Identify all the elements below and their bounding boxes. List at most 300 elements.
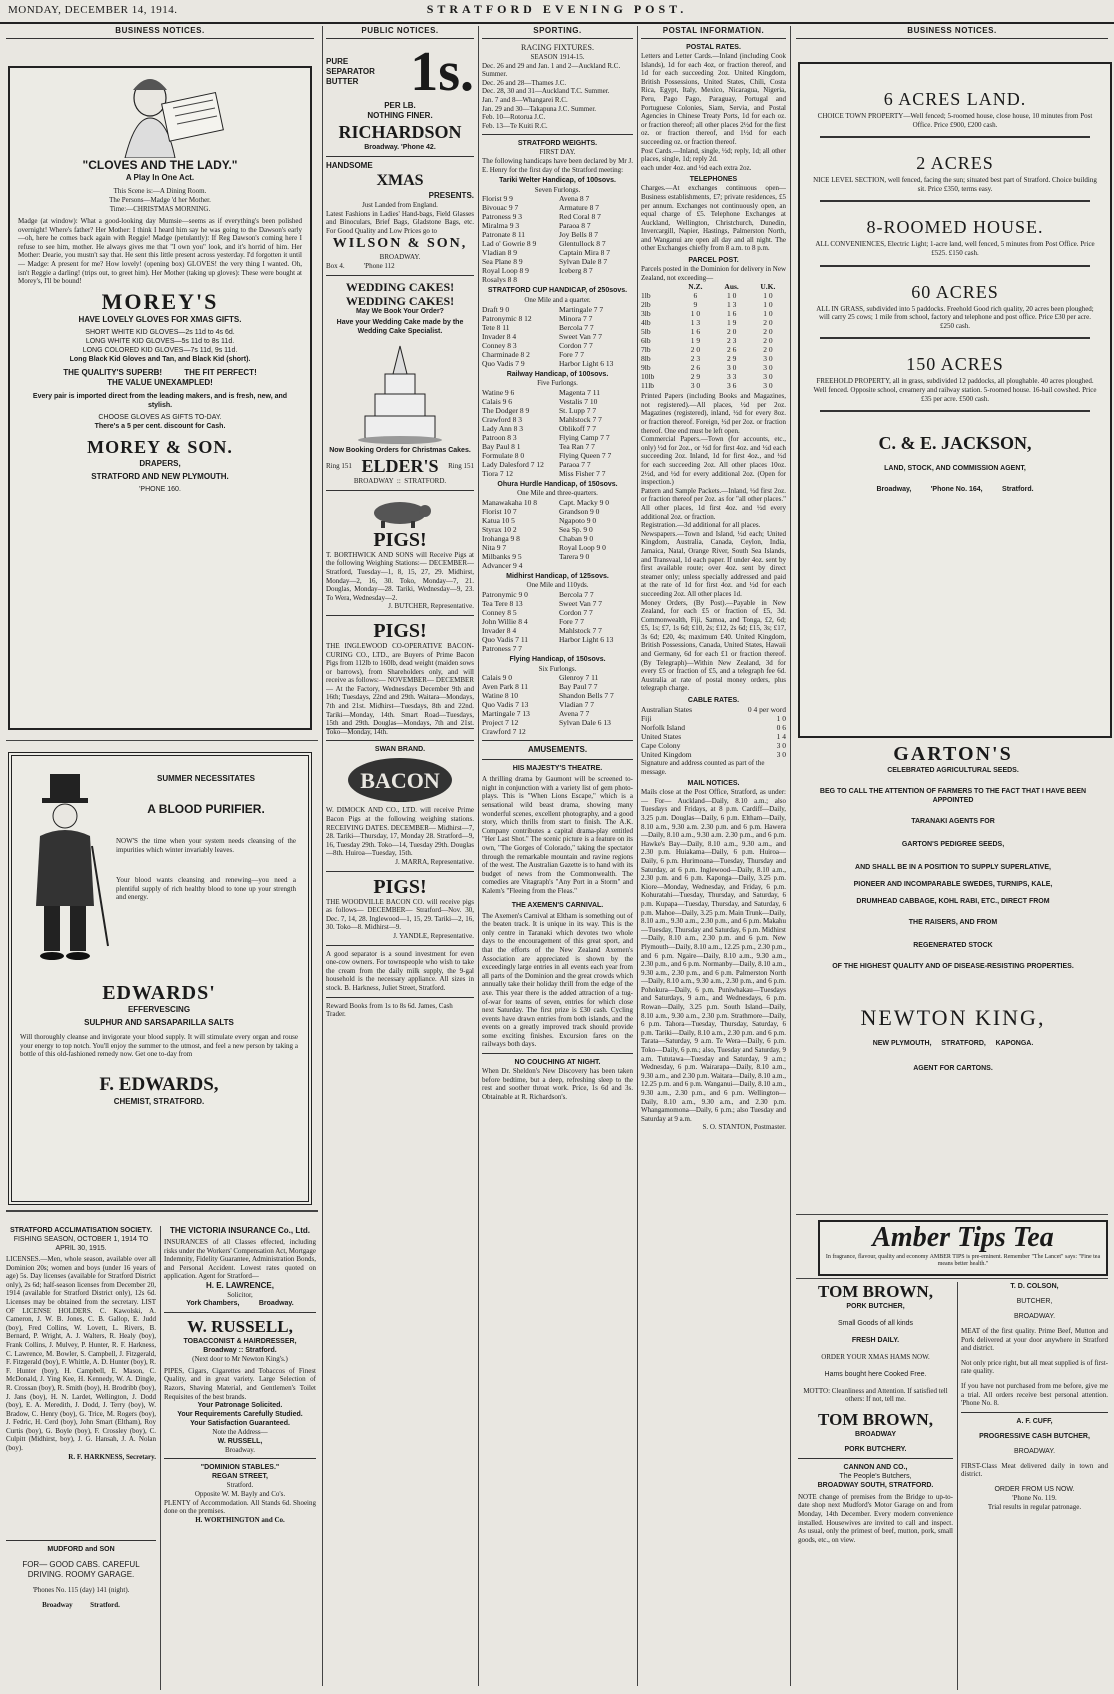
column-rule: [957, 1282, 958, 1690]
handicap-row: [482, 599, 633, 608]
handicap-entry: Paraoa 7 7: [559, 459, 591, 469]
acclimatisation-title: STRATFORD ACCLIMATISATION SOCIETY.: [9, 1227, 153, 1234]
gloves-persons: The Persons—Madge 'd her Mother.: [109, 196, 211, 204]
couching-heading: NO COUCHING AT NIGHT.: [514, 1059, 601, 1067]
reward-books-line: Reward Books from 1s to 8s 6d. James, Cash Trader.: [326, 1001, 453, 1019]
garton-drumhead: DRUMHEAD CABBAGE, KOHL RABI, ETC., DIRECT FROM: [856, 898, 1050, 905]
handicap-entry: Sea Sp. 9 0: [559, 524, 593, 534]
handicap-row: [482, 608, 633, 617]
parcel-cell: 2 6: [690, 363, 701, 373]
handicap-entry: Patronate 8 11: [482, 230, 526, 240]
morey-phone: 'PHONE 160.: [139, 485, 181, 493]
garton-raisers: THE RAISERS, AND FROM: [908, 919, 998, 926]
mail-notices-heading: MAIL NOTICES.: [687, 780, 740, 788]
handicap-row: [482, 718, 633, 727]
handicap-entry: Cordon 7 7: [559, 340, 593, 350]
parcel-cell: 1lb: [641, 291, 651, 301]
cup-distance: One Mile and a quarter.: [524, 295, 591, 304]
handicap-entry: Bivouac 9 7: [482, 203, 519, 213]
handicap-row: [482, 194, 633, 203]
elder-address: BROADWAY :: STRATFORD.: [353, 477, 447, 486]
handicap-entry: Harbor Light 6 13: [559, 635, 614, 645]
handicap-row: [482, 388, 633, 397]
handicap-entry: Styrax 10 2: [482, 524, 517, 534]
handicap-entry: Draft 9 0: [482, 304, 510, 314]
cable-row: [641, 750, 786, 759]
handicap-entry: Patroness 7 7: [482, 644, 522, 654]
cannon-address: BROADWAY SOUTH, STRATFORD.: [817, 1481, 934, 1489]
postmaster-signature: S. O. STANTON, Postmaster.: [702, 1123, 786, 1132]
lawrence-name: H. E. LAWRENCE,: [205, 1280, 274, 1290]
richardson-name: RICHARDSON: [338, 122, 462, 142]
bacon-pig-logo: [340, 754, 460, 806]
cable-cell: Australian States: [641, 705, 693, 715]
morey-son-name: MOREY & SON.: [87, 436, 233, 457]
racing-fixtures-list: [482, 62, 633, 131]
pigs-woodville-signature: J. YANDLE, Representative.: [393, 931, 474, 940]
handicap-entry: Minora 7 7: [559, 313, 593, 323]
handicap-row: [482, 635, 633, 644]
elder-ring-right: Ring 151: [448, 461, 474, 470]
handicap-row: [482, 350, 633, 359]
handicap-row: [482, 691, 633, 700]
jackson-role: LAND, STOCK, AND COMMISSION AGENT,: [884, 465, 1026, 473]
parcel-cell: 2lb: [641, 300, 651, 310]
handicap-entry: Martingale 7 13: [482, 709, 530, 719]
garton-name: GARTON'S: [893, 743, 1013, 765]
handicap-entry: Miralma 9 3: [482, 221, 520, 231]
dominion-stratford: Stratford.: [226, 1481, 254, 1490]
cable-cell: 0 4 per word: [747, 705, 786, 715]
column-rule: [160, 1226, 161, 1690]
value-line: THE VALUE UNEXAMPLED!: [107, 377, 213, 387]
blood-paragraph: Your blood wants cleansing and renewing—you need a plentiful supply of rich healthy blood to tone up your strength and energy.: [116, 876, 296, 902]
handicap-row: [482, 451, 633, 460]
gloves-time: Time:—CHRISTMAS MORNING.: [109, 205, 211, 213]
commercial-papers: Commercial Papers.—Town (for accounts, etc., only) ½d for 2oz., or ½d for first 4oz. and ½d each succeeding 2oz. Inland, 1d for first 4oz., and ½d for each succeeding 2oz. All other places 10oz. 2½d, and ½d for every additional 2oz. (Open for inspection.): [641, 435, 786, 487]
elder-name: ELDER'S: [361, 456, 439, 477]
parcel-cell: 3 0: [690, 381, 701, 391]
handicap-row: [482, 700, 633, 709]
cable-cell: Fiji: [641, 714, 652, 724]
handicap-entry: Charminade 8 2: [482, 349, 530, 359]
midhirst-title: Midhirst Handicap, of 125sovs.: [506, 572, 609, 580]
handicap-entry: Tiora 7 12: [482, 468, 513, 478]
blood-purifier-heading: A BLOOD PURIFIER.: [147, 802, 265, 816]
pig-icon: [365, 495, 435, 529]
colson-cuff-ad: [961, 1282, 1108, 1690]
railway-table: [482, 388, 633, 478]
cable-note: Signature and address counted as part of the message.: [641, 759, 765, 776]
moreys-gloves-ad: [8, 66, 312, 730]
mail-notices-body: Mails close at the Post Office, Stratford, as under:— For— Auckland—Daily, 8.10 a.m.; also Tuesdays and Fridays, at 8 p.m. Cardiff—Daily, 3.25 p.m. Douglas—Daily, 6 p.m. Eltham—Daily, 8.10 a.m., 9.30 a.m. 2.30 p.m. and 6 p.m. Hawera—Daily, 8.10 a.m., 9.30 a.m. 2.30 p.m., and 6 p.m. Hawke's Bay—Daily, 8.10 a.m., 9.30 a.m., and 2.30 p.m. Huiakama—Daily, 6 p.m. Huiroa—Daily, 6 p.m. Hurimoana—Tuesday, Thursday and Saturday, at 6 p.m. Inglewood—Daily, 8.10 a.m., 2.30 p.m. and 6 p.m. Kaponga—Daily, 3.25 p.m. Kiore—Monday, Wednesday, and Friday, 6 p.m. Kohuratahi—Tuesday, Thursday, and Saturday, 6 p.m. Kupapa—Tuesday, Thursday, and Saturday, 6 p.m. Mahoe—Daily, 3.25 p.m. Main Trunk—Daily, 8.10 a.m., 9.30 a.m., 2.30 p.m., and 6 p.m. Makahu—Tuesday, Thursday and Saturday, 6 p.m. Midhirst—Daily, 8.10 a.m., 2.30 p.m. and 6 p.m. New Plymouth—Daily, 8.10 a.m., 12.25 p.m., 2.30 p.m., and 6 p.m. Ngaire—Daily, 8.10 a.m., 9.30 a.m., 2.30 p.m., and 6 p.m. Normanby—Daily, 8.10 a.m., 9.30 a.m., 2.30 p.m., and 6 p.m. Palmerston North—Daily, 8.10 a.m., 9.30 a.m., 2.30 p.m., and 6 p.m. Pohokura—Daily, 6 p.m. Puniwhakau—Tuesdays and Saturdays, 9 a.m., and Wednesdays, 6 p.m. Rowan—Daily, 3.25 p.m. South Island—Daily, 8.10 a.m., 9.30 a.m., 2.30 p.m. Strathmore—Daily, 6 p.m. Tahora—Tuesday, Thursday, Saturday, 6 p.m. Tariki—Daily, 8.10 a.m., 2.30 p.m. and 6 p.m. Tarata—Saturday, 9 a.m. Te Wera—Daily, 6 p.m. Toko—Daily, 6 p.m.; also, Tuesday and Saturday, 9 a.m. Tututawa—Tuesday and Saturday, 9 a.m.; Wednesday, 6 p.m. Wairarapa—Daily, 8.10 a.m., 9.30 a.m., and 2.30 p.m. Waitara—Daily, 8.10 a.m., 12.25 p.m. and 6 p.m. Wanganui—Daily, 8.10 a.m., 9.30 a.m., 2.30 p.m., and 6 p.m. Wellington—Daily, 8.10 a.m., 9.30 a.m., and 2.30 p.m. Whangamomona—Daily, 6 p.m.; also Tuesday and Saturday at 9 a.m.: [641, 788, 786, 1123]
butter-per-lb: PER LB.: [384, 101, 416, 110]
summer-heading: SUMMER NECESSITATES: [157, 774, 255, 783]
handicap-entry: Project 7 12: [482, 718, 519, 728]
handicap-entry: Paraoa 8 7: [559, 221, 591, 231]
handicap-row: [482, 626, 633, 635]
parcel-cell: 3 6: [726, 381, 737, 391]
handicap-row: [482, 727, 633, 736]
parcel-cell: 11lb: [641, 381, 655, 391]
handicap-row: [482, 673, 633, 682]
handicap-row: [482, 460, 633, 469]
handicap-entry: Mahlstock 7 7: [559, 414, 602, 424]
amber-tips-logo: Amber Tips Tea: [872, 1222, 1054, 1253]
weights-first-day: FIRST DAY.: [539, 148, 576, 157]
richardson-address: Broadway. 'Phone 42.: [364, 144, 436, 151]
cuff-phone: 'Phone No. 119.: [1012, 1493, 1057, 1502]
handicap-entry: Katua 10 5: [482, 515, 515, 525]
lady-reading-illustration: [95, 68, 225, 158]
cuff-text: FIRST-Class Meat delivered daily in town and district.: [961, 1461, 1108, 1479]
handicap-entry: Flying Queen 7 7: [559, 450, 612, 460]
cable-row: [641, 723, 786, 732]
cable-cell: 0 6: [776, 723, 786, 733]
discount-line: There's a 5 per cent. discount for Cash.: [94, 422, 226, 430]
tariki-title: Tariki Welter Handicap, of 100sovs.: [499, 177, 616, 185]
cable-row: [641, 705, 786, 714]
parcel-post-heading: PARCEL POST.: [688, 257, 739, 265]
moreys-subtitle: HAVE LOVELY GLOVES FOR XMAS GIFTS.: [78, 314, 242, 324]
handicap-entry: Sylvan Dale 6 13: [559, 718, 611, 728]
racing-fixture: Jan. 29 and 30—Takapuna J.C. Summer.: [482, 104, 597, 113]
ohura-title: Ohura Hurdle Handicap, of 150sovs.: [497, 480, 618, 488]
tom-brown-hams: Hams bought here Cooked Free.: [824, 1370, 927, 1378]
masthead: [0, 0, 1114, 24]
handicap-entry: Avena 8 7: [559, 194, 590, 204]
russell-name: W. RUSSELL,: [187, 1317, 293, 1337]
handicap-entry: Sylvan Dale 8 7: [559, 257, 608, 267]
handicap-entry: Patronymic 8 12: [482, 313, 532, 323]
parcel-cell: 2 3: [726, 336, 737, 346]
fashions-paragraph: Latest Fashions in Ladies' Hand-bags, Field Glasses and Binoculars, Brief Bags, Gladstone Bags, etc. For Good Quality and Low Prices go to: [326, 209, 474, 235]
handicap-row: [482, 275, 633, 284]
handicap-entry: Sweet Van 7 7: [559, 599, 602, 609]
cable-cell: Cape Colony: [641, 741, 681, 751]
handicap-entry: Shandon Bells 7 7: [559, 691, 614, 701]
effervescing-label: EFFERVESCING: [127, 1005, 191, 1014]
column-header: SPORTING.: [482, 26, 633, 39]
xmas-label: XMAS: [376, 172, 424, 189]
russell-patronage: Your Patronage Solicited.: [197, 1402, 283, 1410]
butter-heading: PURE SEPARATOR BUTTER: [326, 57, 375, 86]
pattern-packets: Pattern and Sample Packets.—Inland, ½d first 2oz. or fraction thereof per 2oz. as for "all other places." All other places, 1d first 4oz. and ½d every additional 2oz. or fraction.: [641, 486, 786, 521]
handicap-entry: Conney 8 3: [482, 340, 517, 350]
column-rule: [478, 26, 479, 1686]
glove-line: LONG WHITE KID GLOVES—5s 11d to 8s 11d.: [85, 337, 235, 345]
handicap-entry: Fore 7 7: [559, 349, 585, 359]
edwards-firm: F. EDWARDS,: [99, 1073, 219, 1095]
handicap-entry: Martingale 7 7: [559, 304, 604, 314]
newton-king-agent: AGENT FOR CARTONS.: [913, 1065, 993, 1072]
handicap-entry: Advancer 9 4: [482, 560, 523, 570]
gloves-scene: This Scene is:—A Dining Room.: [113, 187, 207, 195]
handicap-entry: Bay Paul 8 1: [482, 441, 521, 451]
jackson-address: Broadway, 'Phone No. 164, Stratford.: [876, 486, 1034, 494]
racing-fixtures-season: SEASON 1914-15.: [530, 53, 585, 61]
parcel-cell: 1 6: [726, 309, 737, 319]
russell-next-door: (Next door to Mr Newton King's.): [192, 1355, 288, 1364]
dominion-plenty: PLENTY of Accommodation. All Stands 6d. Shoeing done on the premises.: [164, 1498, 316, 1516]
parcel-row: [641, 345, 786, 354]
column-header: BUSINESS NOTICES.: [6, 26, 314, 39]
handicap-entry: Invader 8 4: [482, 626, 517, 636]
edwards-salts-ad: [8, 752, 312, 1205]
handicap-entry: Tete 8 11: [482, 322, 510, 332]
bacon-logo-text: BACON: [360, 768, 440, 794]
handicap-entry: Crawford 8 3: [482, 414, 522, 424]
handicap-entry: Calais 9 6: [482, 396, 512, 406]
wedding-cake-illustration: [355, 336, 445, 446]
handicap-entry: Joy Bells 8 7: [559, 230, 598, 240]
mudford-ad: [6, 1540, 156, 1691]
racing-fixtures-title: RACING FIXTURES.: [521, 43, 594, 52]
handicap-entry: St. Lupp 7 7: [559, 405, 597, 415]
handicap-row: [482, 682, 633, 691]
handicap-row: [482, 266, 633, 275]
parcel-cell: 2 0: [763, 327, 773, 337]
printed-papers: Printed Papers (including Books and Magazines, not registered).—All places, ½d per 2oz. Magazines (registered), inland, ½d for every 8oz. or fraction thereof. Foreign, ½d per 2oz. or fraction thereof. One end must be left open.: [641, 392, 786, 435]
dimock-notice: W. DIMOCK AND CO., LTD. will receive Prime Bacon Pigs at the following weighing stations. RECEIVING DATES. DECEMBER— Midhirst—7, 28. Tariki—Thursday, 17, Monday 28. Stratford—9, 16, Tuesday 29th. Toko—14, Tuesday 29th. Douglas—8th. Huiroa—Tuesday, 15th.: [326, 806, 474, 858]
handicap-entry: Avena 7 7: [559, 709, 590, 719]
handicap-entry: Tea Tere 8 13: [482, 599, 523, 609]
cuff-broadway: BROADWAY.: [1013, 1447, 1056, 1455]
ohura-distance: One Mile and three-quarters.: [517, 489, 598, 498]
parcel-row: [641, 372, 786, 381]
handicap-entry: Bercola 7 7: [559, 590, 594, 600]
flying-title: Flying Handicap, of 150sovs.: [509, 656, 606, 664]
handicap-entry: Bercola 7 7: [559, 322, 594, 332]
russell-name-2: W. RUSSELL,: [217, 1437, 263, 1445]
handicap-entry: Armature 8 7: [559, 203, 600, 213]
handicap-entry: Harbor Light 6 13: [559, 358, 614, 368]
handicap-entry: Royal Loop 9 0: [559, 542, 606, 552]
parcel-cell: 1 0: [763, 300, 773, 310]
mudford-address: Broadway Stratford.: [42, 1600, 120, 1609]
handicap-entry: Milbanks 9 5: [482, 551, 522, 561]
parcel-cell: 4lb: [641, 318, 651, 328]
parcel-cell: 3 0: [763, 381, 773, 391]
parcel-cell: 6lb: [641, 336, 651, 346]
parcel-cell: 2 3: [690, 354, 701, 364]
column-business-notices: [6, 26, 314, 43]
garton-shall: AND SHALL BE IN A POSITION TO SUPPLY SUPERLATIVE,: [855, 864, 1051, 871]
cable-row: [641, 741, 786, 750]
handicap-row: [482, 534, 633, 543]
cannon-note: NOTE change of premises from the Bridge to up-to-date shop next Mudford's Motor Garage on and from Monday, 14th December. Every modern convenience installed. Housewives are invited to call and inspect. As usual, only the primest of beef, mutton, pork, small goods, etc., on view.: [798, 1492, 953, 1544]
racing-fixture: Dec. 28, 30 and 31—Auckland T.C. Summer.: [482, 87, 610, 96]
handicap-entry: Sweet Van 7 7: [559, 331, 602, 341]
lawrence-role: Solicitor,: [227, 1290, 253, 1299]
cable-rates-heading: CABLE RATES.: [687, 697, 740, 705]
handicap-row: [482, 230, 633, 239]
handicap-row: [482, 590, 633, 599]
acclimatisation-season: FISHING SEASON, OCTOBER 1, 1914 TO APRIL 30, 1915.: [13, 1236, 149, 1252]
pigs-heading-3: PIGS!: [373, 875, 427, 898]
handicap-entry: Chaban 9 0: [559, 533, 594, 543]
six-acres-heading: 6 ACRES LAND.: [883, 89, 1027, 109]
parcel-cell: 1 0: [763, 291, 773, 301]
tom-brown-ad: [798, 1282, 953, 1690]
handicap-entry: John Willie 8 4: [482, 617, 528, 627]
parcel-cell: U.K.: [760, 282, 776, 292]
racing-fixture: Feb. 10—Rotorua J.C.: [482, 113, 546, 122]
parcel-row: [641, 282, 786, 291]
handicap-entry: Patroness 9 3: [482, 212, 522, 222]
butter-price: 1s.: [410, 41, 474, 103]
handicap-entry: Formulate 8 0: [482, 450, 525, 460]
parcel-cell: 9: [693, 300, 698, 310]
parcel-cell: 2 0: [763, 318, 773, 328]
colson-price: Not only price right, but all meat supplied is of first-rate quality.: [961, 1358, 1108, 1376]
sixty-acres-text: ALL IN GRASS, subdivided into 5 paddocks. Freehold Good rich quality, 20 acres been ploughed; will carry 25 cows; 1 mile from school, factory and telephone and post office. Price £30 per acre. £250 cash.: [816, 304, 1094, 330]
handicap-entry: Invader 8 4: [482, 331, 517, 341]
handicap-entry: Lad o' Gowrie 8 9: [482, 239, 537, 249]
tariki-distance: Seven Furlongs.: [534, 185, 581, 194]
majesty-heading: HIS MAJESTY'S THEATRE.: [512, 765, 603, 773]
racing-fixture: Dec. 26 and 29 and Jan. 1 and 2—Auckland R.C. Summer.: [482, 61, 621, 79]
handicap-entry: Ngapoto 9 0: [559, 515, 597, 525]
handicap-entry: Red Coral 8 7: [559, 212, 601, 222]
garton-seeds-ad: [798, 742, 1108, 1212]
racing-fixture: Dec. 26 and 28—Thames J.C.: [482, 78, 567, 87]
man-in-top-hat-illustration: [22, 766, 112, 966]
booking-line: Now Booking Orders for Christmas Cakes.: [329, 447, 471, 455]
elder-ring-left: Ring 151: [326, 461, 352, 470]
parcel-cell: 3 0: [726, 363, 737, 373]
handicap-entry: Glenroy 7 11: [559, 673, 599, 683]
handicap-entry: Watine 8 10: [482, 691, 519, 701]
swan-brand: SWAN BRAND.: [374, 746, 426, 754]
cuff-trial: Trial results in regular patronage.: [987, 1502, 1082, 1511]
parcel-row: [641, 327, 786, 336]
acclimatisation-notice: [6, 1226, 156, 1536]
cable-cell: Norfolk Island: [641, 723, 685, 733]
parcel-cell: 3 3: [726, 372, 737, 382]
pigs-heading-2: PIGS!: [373, 619, 427, 642]
column-rule: [790, 26, 791, 1686]
handicap-row: [482, 644, 633, 653]
salts-label: SULPHUR AND SARSAPARILLA SALTS: [84, 1018, 234, 1027]
cable-cell: 3 0: [776, 750, 786, 760]
tom-brown-broadway: BROADWAY: [855, 1430, 896, 1438]
wedding-specialist: Have your Wedding Cake made by the Wedding Cake Specialist.: [336, 319, 464, 336]
telephones-heading: TELEPHONES: [689, 176, 738, 184]
butter-nothing-finer: NOTHING FINER.: [367, 111, 433, 120]
handicap-row: [482, 221, 633, 230]
parcel-row: [641, 318, 786, 327]
flying-distance: Six Furlongs.: [538, 664, 577, 673]
handicap-entry: The Dodger 8 9: [482, 405, 530, 415]
money-orders: Money Orders, (By Post).—Payable in New Zealand, for each £5 or fraction of £5, 3d. Commonwealth, Fiji, Samoa, and Tonga, £2, 6d; £5, 1s; £7, 1s 6d; £10, 2s; £12, 2s 6d; £15, 3s; £17, 3s 6d; £20, 4s; maximum £40. United Kingdom, British Possessions, Canada, United States, Hawaii and Germany, 6d for each £1 or fraction thereof. (By Telegraph)—Within New Zealand, 3d for every £5 or fraction of £5, and a telegraph fee 6d. Australia at rate of postal money orders, plus telegraph charge.: [641, 598, 786, 693]
separator-paragraph: A good separator is a sound investment for even one-cow owners. For townspeople who wish to take the cream from the daily milk supply, the 9-gal household is the necessary appliance. All sizes in stock. B. Harkness, Juliet Street, Stratford.: [326, 949, 474, 992]
handicap-entry: Vladian 7 7: [559, 700, 595, 710]
racing-fixture: Feb. 13—Te Kuiti R.C.: [482, 121, 548, 130]
handicap-entry: Quo Vadis 7 13: [482, 700, 529, 710]
handicap-row: [482, 507, 633, 516]
railway-title: Railway Handicap, of 100sovs.: [506, 370, 609, 378]
registration: Registration.—3d additional for all places.: [641, 521, 761, 530]
handicap-row: [482, 305, 633, 314]
cable-cell: United States: [641, 732, 682, 742]
postal-rates-heading: POSTAL RATES.: [686, 44, 741, 51]
cuff-name: A. F. CUFF,: [1016, 1417, 1053, 1425]
parcel-row: [641, 363, 786, 372]
handicap-row: [482, 617, 633, 626]
handicap-entry: Glentullock 8 7: [559, 239, 606, 249]
russell-pipes: PIPES, Cigars, Cigarettes and Tobaccos of Finest Quality, and in great variety. Large Selection of Razors, Shaving Material, and Gentlemen's Toilet Requisites of the best brands.: [164, 1366, 316, 1401]
dominion-worthington: H. WORTHINGTON and Co.: [195, 1515, 285, 1524]
handicap-row: [482, 341, 633, 350]
handicap-entry: Bay Paul 7 7: [559, 682, 598, 692]
six-acres-text: CHOICE TOWN PROPERTY—Well fenced; 5-roomed house, close house, 10 minutes from Post Office. Price £900, £200 cash.: [817, 112, 1093, 129]
handicap-row: [482, 543, 633, 552]
pigs-borthwick: T. BORTHWICK AND SONS will Receive Pigs at the following Weighing Stations:— DECEMBER— Stratford, Tuesday—1, 8, 15, 27, 29. Midhirst, Monday—2, 16, 30. Toko, Monday—7, 21. Douglas, Monday—28. Tariki, Wednesday—9, 23. To Wera, Wednesday—2.: [326, 550, 474, 602]
glove-line: LONG COLORED KID GLOVES—7s 11d, 9s 11d.: [82, 346, 238, 354]
newton-king-name: NEWTON KING,: [860, 1005, 1046, 1030]
handicap-entry: Patronymic 9 0: [482, 590, 528, 600]
handicap-row: [482, 397, 633, 406]
handicap-row: [482, 415, 633, 424]
edwards-chemist: CHEMIST, STRATFORD.: [113, 1096, 205, 1106]
presents-label: PRESENTS.: [428, 191, 474, 200]
handicap-entry: Mahlstock 7 7: [559, 626, 602, 636]
handicap-entry: Irohanga 9 8: [482, 533, 520, 543]
column-sporting: [482, 26, 633, 1690]
parcel-cell: 9lb: [641, 363, 651, 373]
parcel-cell: 2 9: [726, 354, 737, 364]
choose-line: CHOOSE GLOVES AS GIFTS TO-DAY.: [98, 413, 222, 421]
handicap-entry: Cordon 7 7: [559, 608, 593, 618]
handicap-entry: Florist 9 9: [482, 194, 513, 204]
column-public-notices: [326, 26, 474, 1690]
russell-trade: TOBACCONIST & HAIRDRESSER,: [183, 1338, 297, 1346]
column-header: BUSINESS NOTICES.: [796, 26, 1108, 39]
handicap-row: [482, 248, 633, 257]
landed-line: Just Landed from England.: [362, 201, 438, 209]
handicap-entry: Fore 7 7: [559, 617, 585, 627]
handicap-entry: Quo Vadis 7 9: [482, 358, 525, 368]
victoria-title: THE VICTORIA INSURANCE Co., Ltd.: [170, 1226, 310, 1235]
pigs-woodville: THE WOODVILLE BACON CO. will receive pigs as follows— DECEMBER— Stratford—Nov. 30, Dec. 7, 14, 28. Inglewood—1, 15, 29. Tariki—2, 16, 30. Toko—8. Midhirst—9.: [326, 897, 474, 932]
mudford-title: MUDFORD and SON: [47, 1546, 115, 1553]
garton-subtitle: CELEBRATED AGRICULTURAL SEEDS.: [887, 767, 1019, 774]
handicap-entry: Royal Loop 8 9: [482, 266, 529, 276]
cannon-sub: The People's Butchers,: [839, 1472, 912, 1480]
amusements-heading: AMUSEMENTS.: [527, 745, 588, 755]
wilson-name: WILSON & SON,: [332, 236, 468, 252]
amber-tips-text: In fragrance, flavour, quality and economy AMBER TIPS is pre-eminent. Remember "The Lancet" says: "Fine tea means better health.": [825, 1254, 1101, 1267]
handicap-entry: [559, 275, 633, 284]
jackson-name: C. & E. JACKSON,: [878, 433, 1032, 454]
morey-address: STRATFORD AND NEW PLYMOUTH.: [91, 471, 229, 481]
handicap-entry: Tarera 9 0: [559, 551, 590, 561]
parcel-row: [641, 300, 786, 309]
handicap-entry: [559, 561, 633, 570]
parcel-cell: 2 0: [690, 345, 701, 355]
gloves-dialogue: Madge (at window): What a good-looking day Mumsie—seems as if everything's been polished overnight! Where's father? Her Mother: I think I heard him say he was going to the Dawson's early—oh, here he comes back again with Reggie! Madge (petulantly): If Reg Dawson's coming here I refuse to see him, mother. He always gives me that "I own you" look, and it's horrid of him. Her Mother: Dearie, you mustn't say that. He sent this little present across yesterday. I'd forgotten it until— Madge: A present for me? How lovely! (opening box) GLOVES! the very thing I wanted. Oh, isn't Reggie a darling! (trips out, to greet him). Her Mother (taking up gloves): These were bought at Morey's, I'll be bound!: [18, 217, 302, 286]
masthead-date: MONDAY, DECEMBER 14, 1914.: [8, 4, 178, 16]
parcel-cell: 1 9: [690, 336, 701, 346]
handicap-row: [482, 552, 633, 561]
handicap-row: [482, 257, 633, 266]
column-header: POSTAL INFORMATION.: [641, 26, 786, 39]
now-paragraph: NOW'S the time when your system needs cleansing of the impurities which winter invariably leaves.: [116, 837, 296, 854]
majesty-body: A thrilling drama by Gaumont will be screened to-night in conjunction with a variety list of gem photo-plays. This is "When Lions Escape," which is a sensational wild beast drama, showing many wonderful scenes, excellent photography, and a good story, which thrills from start to finish. The A.K. Company contributes a capital drama-play entitled "Her Last Shot." The scenic picture is a feature on its own, "The Gorges of Colorado," taking the spectator through the remarkable mountain and ravine regions of the west. The Australian Gazette is to hand with its budget of news from the Commonwealth. The comedies are Vitagraph's "Any Port in a Storm" and Kalem's "Fleeing from the Fleas.": [482, 775, 633, 895]
edwards-name: EDWARDS': [102, 982, 216, 1004]
handsome-label: HANDSOME: [326, 161, 373, 170]
